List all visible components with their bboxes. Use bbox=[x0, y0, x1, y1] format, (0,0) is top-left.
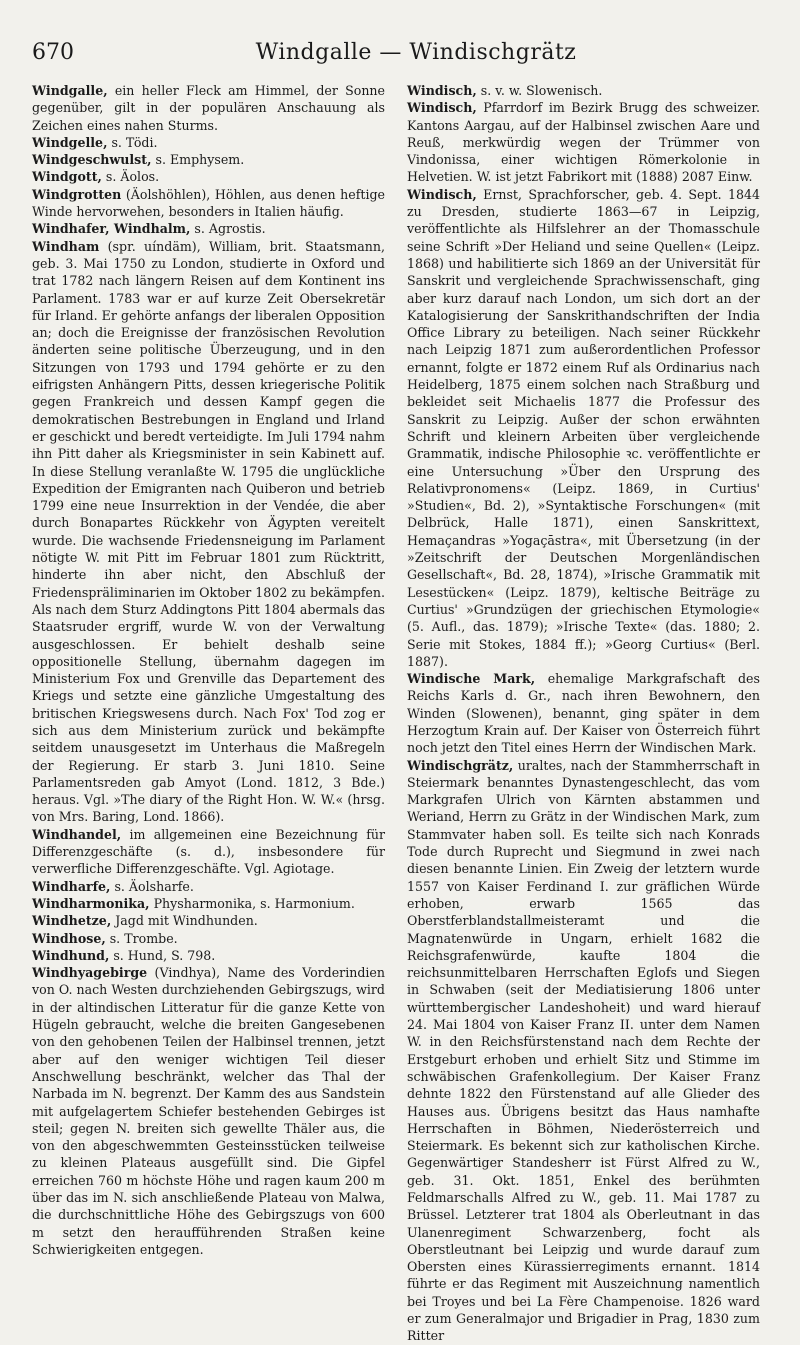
entry-headword: Windhyagebirge bbox=[32, 965, 148, 981]
dictionary-entry bbox=[407, 186, 760, 670]
dictionary-entry bbox=[32, 151, 385, 168]
entry-text: s. v. w. Slowenisch. bbox=[476, 83, 603, 98]
entry-headword: Windisch, bbox=[407, 100, 477, 116]
text-columns bbox=[32, 82, 760, 1345]
entry-text: Physharmonika, s. Harmonium. bbox=[149, 895, 355, 911]
entry-text: s. Tödi. bbox=[107, 134, 158, 150]
dictionary-entry bbox=[32, 238, 385, 826]
entry-headword: Windgott, bbox=[32, 169, 102, 185]
entry-headword: Windgeschwulst, bbox=[32, 152, 152, 168]
right-column bbox=[407, 82, 760, 1345]
entry-headword: Windham bbox=[32, 238, 100, 254]
dictionary-entry bbox=[407, 99, 760, 185]
dictionary-entry bbox=[407, 757, 760, 1345]
entry-headword: Windhetze, bbox=[32, 913, 112, 929]
entry-headword: Windhafer, Windhalm, bbox=[32, 221, 191, 237]
dictionary-entry bbox=[32, 947, 385, 964]
dictionary-entry bbox=[32, 826, 385, 878]
dictionary-entry bbox=[32, 895, 385, 912]
entry-text: s. Äolsharfe. bbox=[110, 878, 194, 894]
entry-text: ehemalige Markgrafschaft des Reichs Karls d. Gr., nach ihren Bewohnern, den Winden (Slowenen), benannt, ging später in dem Herzogtum Krain auf. Der Kaiser von Österreich führt noch jetzt den Titel eines Herrn der Windischen Mark. bbox=[407, 671, 760, 756]
entry-text: s. Äolos. bbox=[101, 169, 160, 185]
entry-text: (spr. uíndäm), William, brit. Staatsmann, geb. 3. Mai 1750 zu London, studierte in Oxford und trat 1782 nach längern Reisen auf dem Kontinent ins Parlament. 1783 war er auf kurze Zeit Obersekretär für Irland. Er gehörte anfangs der liberalen Opposition an; doch die Ereignisse der französischen Revolution änderten seine politische Überzeugung, und in den Sitzungen von 1793 und 1794 gehörte er zu den eifrigsten Anhängern Pitts, dessen kriegerische Politik gegen Frankreich und dessen Kampf gegen die demokratischen Bestrebungen in England und Irland er geschickt und beredt verteidigte. Im Juli 1794 nahm ihn Pitt daher als Kriegsminister in sein Kabinett auf. In diese Stellung veranlaßte W. 1795 die unglückliche Expedition der Emigranten nach Quiberon und betrieb 1799 eine neue Insurrektion in der Vendée, die aber durch Bonapartes Rückkehr von Ägypten vereitelt wurde. Die wachsende Friedensneigung im Parlament nötigte W. mit Pitt im Februar 1801 zum Rücktritt, hinderte ihn aber nicht, den Abschluß der Friedenspräliminarien im Oktober 1802 zu bekämpfen. Als nach dem Sturz Addingtons Pitt 1804 abermals das Staatsruder ergriff, wurde W. von der Verwaltung ausgeschlossen. Er behielt deshalb seine oppositionelle Stellung, übernahm dagegen im Ministerium Fox und Grenville das Departement des Kriegs und setzte eine gänzliche Umgestaltung des britischen Kriegswesens durch. Nach Fox' Tod zog er sich aus dem Ministerium zurück und bekämpfte seitdem unausgesetzt im Unterhaus die Maßregeln der Regierung. Er starb 3. Juni 1810. Seine Parlamentsreden gab Amyot (Lond. 1812, 3 Bde.) heraus. Vgl. »The diary of the Right Hon. W. W.« (hrsg. von Mrs. Baring, Lond. 1866). bbox=[32, 238, 385, 825]
entry-text: uraltes, nach der Stammherrschaft in Steiermark benanntes Dynastengeschlecht, das vom Markgrafen Ulrich von Kärnten abstammen und Weriand, Herrn zu Grätz in der Windischen Mark, zum Stammvater haben soll. Es teilte sich nach Konrads Tode durch Ruprecht und Siegmund in zwei nach diesen benannte Linien. Ein Zweig der letztern wurde 1557 von Kaiser Ferdinand I. zur gräflichen Würde erhoben, erwarb 1565 das Oberstferblandstallmeisteramt und die Magnatenwürde in Ungarn, erhielt 1682 die Reichsgrafenwürde, kaufte 1804 die reichsunmittelbaren Herrschaften Eglofs und Siegen in Schwaben (seit der Mediatisierung 1806 unter württembergischer Landeshoheit) und ward hierauf 24. Mai 1804 von Kaiser Franz II. unter dem Namen W. in den Reichsfürstenstand nach dem Rechte der Erstgeburt erhoben und erhielt Sitz und Stimme im schwäbischen Grafenkollegium. Der Kaiser Franz dehnte 1822 den Fürstenstand auf alle Glieder des Hauses aus. Übrigens besitzt das Haus namhafte Herrschaften in Böhmen, Niederösterreich und Steiermark. Es bekennt sich zur katholischen Kirche. Gegenwärtiger Standesherr ist Fürst Alfred zu W., geb. 31. Okt. 1851, Enkel des berühmten Feldmarschalls Alfred zu W., geb. 11. Mai 1787 zu Brüssel. Letzterer trat 1804 als Oberleutnant in das Ulanenregiment Schwarzenberg, focht als Oberstleutnant bei Leipzig und wurde darauf zum Obersten eines Kürassierregiments ernannt. 1814 führte er das Regiment mit Auszeichnung namentlich bei Troyes und bei La Fère Champenoise. 1826 ward er zum Generalmajor und Brigadier in Prag, 1830 zum Ritter bbox=[407, 757, 760, 1344]
dictionary-entry bbox=[32, 168, 385, 185]
running-title: Windgalle — Windischgrätz bbox=[255, 40, 577, 65]
entry-text: s. Trombe. bbox=[105, 930, 178, 946]
dictionary-entry bbox=[32, 964, 385, 1258]
entry-headword: Windharmonika, bbox=[32, 895, 150, 911]
entry-headword: Windische Mark, bbox=[407, 671, 536, 687]
entry-headword: Windisch, bbox=[407, 83, 477, 98]
entry-headword: Windharfe, bbox=[32, 878, 111, 894]
entry-headword: Windhund, bbox=[32, 947, 110, 963]
entry-text: im allgemeinen eine Bezeichnung für Differenzgeschäfte (s. d.), insbesondere für verwerfliche Differenzgeschäfte. Vgl. Agiotage. bbox=[32, 826, 385, 877]
dictionary-entry bbox=[407, 670, 760, 756]
page-header bbox=[32, 40, 760, 76]
entry-text: s. Agrostis. bbox=[190, 221, 266, 237]
dictionary-entry bbox=[32, 186, 385, 221]
entry-text: (Äolshöhlen), Höhlen, aus denen heftige Winde hervorwehen, besonders in Italien häufig. bbox=[32, 186, 385, 220]
dictionary-entry bbox=[32, 930, 385, 947]
entry-text: ein heller Fleck am Himmel, der Sonne gegenüber, gilt in der populären Anschauung als Zeichen eines nahen Sturms. bbox=[32, 83, 385, 133]
entry-text: s. Emphysem. bbox=[151, 152, 245, 168]
entry-headword: Windgelle, bbox=[32, 134, 108, 150]
dictionary-entry bbox=[32, 220, 385, 237]
dictionary-entry bbox=[32, 912, 385, 929]
entry-text: Pfarrdorf im Bezirk Brugg des schweizer. Kantons Aargau, auf der Halbinsel zwischen Aare und Reuß, merkwürdig wegen der Trümmer von Vindonissa, einer wichtigen Römerkolonie in Helvetien. W. ist jetzt Fabrikort mit (1888) 2087 Einw. bbox=[407, 100, 760, 185]
page-number: 670 bbox=[32, 40, 74, 65]
entry-headword: Windhose, bbox=[32, 930, 106, 946]
entry-headword: Windgalle, bbox=[32, 83, 108, 98]
dictionary-entry bbox=[407, 82, 760, 99]
entry-headword: Windhandel, bbox=[32, 826, 122, 842]
dictionary-entry bbox=[32, 878, 385, 895]
entry-text: Ernst, Sprachforscher, geb. 4. Sept. 1844 zu Dresden, studierte 1863—67 in Leipzig, veröffentlichte als Hilfslehrer an der Thomasschule seine Schrift »Der Heliand und seine Quellen« (Leipz. 1868) und habilitierte sich 1869 an der Universität für Sanskrit und vergleichende Sprachwissenschaft, ging aber kurz darauf nach London, um sich dort an der Katalogisierung der Sanskrithandschriften der India Office Library zu beteiligen. Nach seiner Rückkehr nach Leipzig 1871 zum außerordentlichen Professor ernannt, folgte er 1872 einem Ruf als Ordinarius nach Heidelberg, 1875 einem solchen nach Straßburg und bekleidet seit Michaelis 1877 die Professur des Sanskrit zu Leipzig. Außer der schon erwähnten Schrift und kleinern Arbeiten über vergleichende Grammatik, indische Philosophie ꝛc. veröffentlichte er eine Untersuchung »Über den Ursprung des Relativpronomens« (Leipz. 1869, in Curtius' »Studien«, Bd. 2), »Syntaktische Forschungen« (mit Delbrück, Halle 1871), einen Sanskrittext, Hemaçandras »Yogaçāstra«, mit Übersetzung (in der »Zeitschrift der Deutschen Morgenländischen Gesellschaft«, Bd. 28, 1874), »Irische Grammatik mit Lesestücken« (Leipz. 1879), keltische Beiträge zu Curtius' »Grundzügen der griechischen Etymologie« (5. Aufl., das. 1879); »Irische Texte« (das. 1880; 2. Serie mit Stokes, 1884 ff.); »Georg Curtius« (Berl. 1887). bbox=[407, 186, 760, 669]
left-column bbox=[32, 82, 385, 1345]
entry-text: Jagd mit Windhunden. bbox=[111, 913, 258, 929]
entry-headword: Windischgrätz, bbox=[407, 757, 514, 773]
dictionary-entry bbox=[32, 82, 385, 134]
entry-headword: Windisch, bbox=[407, 186, 477, 202]
entry-headword: Windgrotten bbox=[32, 186, 122, 202]
entry-text: (Vindhya), Name des Vorderindien von O. nach Westen durchziehenden Gebirgszugs, wird in der altindischen Litteratur für die ganze Kette von Hügeln gebraucht, welche die breiten Gangesebenen von den gehobenen Teilen der Halbinsel trennen, jetzt aber auf den weniger wichtigen Teil dieser Anschwellung beschränkt, welcher das Thal der Narbada im N. begrenzt. Der Kamm des aus Sandstein mit aufgelagertem Schiefer bestehenden Gebirges ist steil; gegen N. breiten sich gewellte Thäler aus, die von den abgeschwemmten Gesteinsstücken teilweise zu kleinen Plateaus ausgefüllt sind. Die Gipfel erreichen 760 m höchste Höhe und ragen kaum 200 m über das im N. sich anschließende Plateau von Malwa, die durchschnittliche Höhe des Gebirgszugs von 600 m setzt den heraufführenden Straßen keine Schwierigkeiten entgegen. bbox=[32, 965, 385, 1257]
entry-text: s. Hund, S. 798. bbox=[109, 947, 216, 963]
dictionary-entry bbox=[32, 134, 385, 151]
